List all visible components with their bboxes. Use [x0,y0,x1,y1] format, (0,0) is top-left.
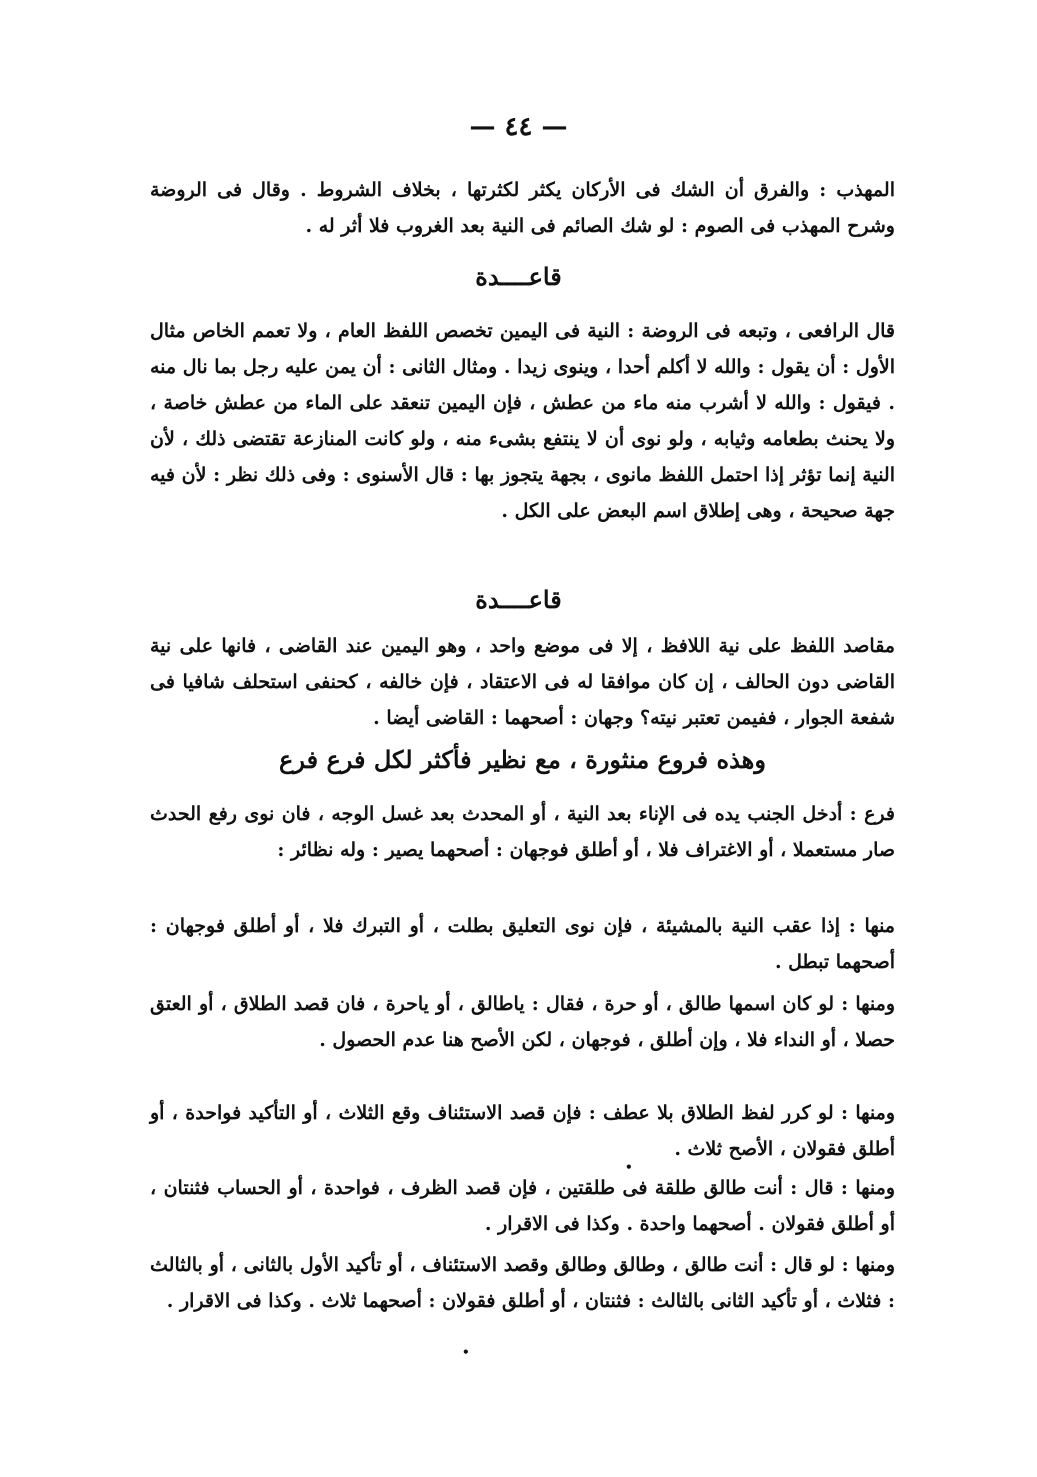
list-item: ومنها : لو كرر لفظ الطلاق بلا عطف : فإن قصد الاستئناف وقع الثلاث ، أو التأكيد فواحدة ، أو أطلق فقولان ، الأصح ثلاث . [150,1102,895,1160]
rule-paragraph-2: مقاصد اللفظ على نية اللافظ ، إلا فى موضع واحد ، وهو اليمين عند القاضى ، فانها على نية القاضى دون الحالف ، إن كان موافقا له فى الاعتقاد ، فإن خالفه ، كحنفى استحلف شافيا فى شفعة الجوار ، ففيمن تعتبر نيته؟ وجهان : أصحهما : القاضى أيضا . [150,635,895,729]
section-heading-2: قاعــــدة [475,585,562,614]
branch-paragraph: فرع : أدخل الجنب يده فى الإناء بعد النية ، أو المحدث بعد غسل الوجه ، فان نوى رفع الحدث صار مستعملا ، أو الاغتراف فلا ، أو أطلق فوجهان : أصحهما يصير : وله نظائر : [150,803,895,861]
branches-intro: وهذه فروع منثورة ، مع نظير فأكثر لكل فرع فرع [279,745,766,774]
paragraph-intro: المهذب : والفرق أن الشك فى الأركان يكثر لكثرتها ، بخلاف الشروط . وقال فى الروضة وشرح المهذب فى الصوم : لو شك الصائم فى النية بعد الغروب فلا أثر له . [150,179,895,237]
list-item: منها : إذا عقب النية بالمشيئة ، فإن نوى التعليق بطلت ، أو التبرك فلا ، أو أطلق فوجهان : أصحهما تبطل . [150,915,895,973]
list-item: ومنها : لو كان اسمها طالق ، أو حرة ، فقال : ياطالق ، أو ياحرة ، فان قصد الطلاق ، أو العتق حصلا ، أو النداء فلا ، وإن أطلق ، فوجهان ، لكن الأصح هنا عدم الحصول . [150,993,895,1051]
ink-speck: • [462,1345,470,1359]
page-number: — ٤٤ — [469,112,568,142]
ink-speck: • [625,1160,633,1174]
rule-paragraph-1: قال الرافعى ، وتبعه فى الروضة : النية فى اليمين تخصص اللفظ العام ، ولا تعمم الخاص مثال الأول : أن يقول : والله لا أكلم أحدا ، وينوى زيدا . ومثال الثانى : أن يمن عليه رجل بما نال منه . فيقول : والله لا أشرب منه ماء من عطش ، فإن اليمين تنعقد على الماء من عطش خاصة ، ولا يحنث بطعامه وثيابه ، ولو نوى أن لا ينتفع بشىء منه ، ولو كانت المنازعة تقتضى ذلك ، لأن النية إنما تؤثر إذا احتمل اللفظ مانوى ، بجهة يتجوز بها : قال الأسنوى : وفى ذلك نظر : لأن فيه جهة صحيحة ، وهى إطلاق اسم البعض على الكل . [150,320,895,522]
list-item: ومنها : قال : أنت طالق طلقة فى طلقتين ، فإن قصد الظرف ، فواحدة ، أو الحساب فثنتان ، أو أطلق فقولان . أصحهما واحدة . وكذا فى الاقرار . [150,1177,895,1235]
list-item: ومنها : لو قال : أنت طالق ، وطالق وطالق وقصد الاستئناف ، أو تأكيد الأول بالثانى ، أو بالثالث : فثلاث ، أو تأكيد الثانى بالثالث : فثنتان ، أو أطلق فقولان : أصحهما ثلاث . وكذا فى الاقرار . [150,1254,895,1312]
section-heading-1: قاعــــدة [475,262,562,291]
